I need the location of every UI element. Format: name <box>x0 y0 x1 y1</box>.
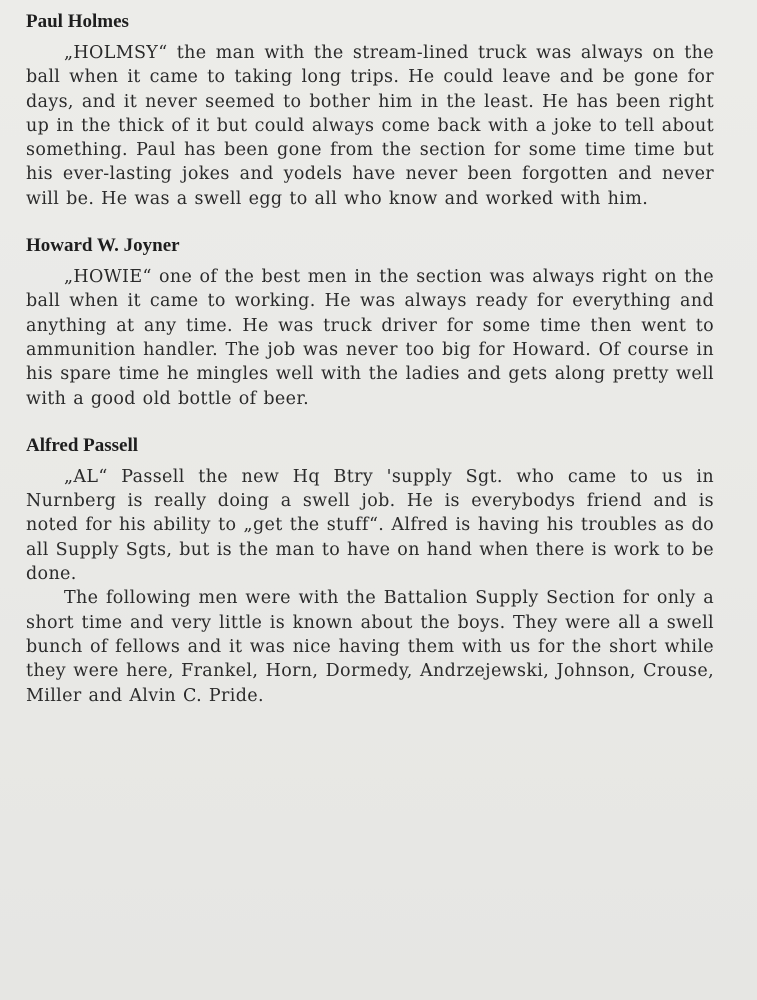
document-body <box>26 10 714 731</box>
paragraph: The following men were with the Battalion Supply Section for only a short time and very little is known about the boys. They were all a swell bunch of fellows and it was nice having them with us for the short while they were here, Frankel, Horn, Dormedy, Andrzejewski, Johnson, Crouse, Miller and Alvin C. Pride. <box>26 588 714 706</box>
paragraph: „HOWIE“ one of the best men in the section was always right on the ball when it came to working. He was always ready for everything and anything at any time. He was truck driver for some time then went to ammunition handler. The job was never too big for Howard. Of course in his spare time he mingles well with the ladies and gets along pretty well with a good old bottle of beer. <box>26 267 714 409</box>
section-title: Howard W. Joyner <box>26 235 180 257</box>
section-howard-joyner <box>26 234 714 411</box>
paragraph: „HOLMSY“ the man with the stream-lined truck was always on the ball when it came to taking long trips. He could leave and be gone for days, and it never seemed to bother him in the least. He has been right up in the thick of it but could always come back with a joke to tell about something. Paul has been gone from the section for some time time but his ever-lasting jokes and yodels have never been forgotten and never will be. He was a swell egg to all who know and worked with him. <box>26 43 714 209</box>
section-paul-holmes <box>26 10 714 211</box>
paragraph: „AL“ Passell the new Hq Btry 'supply Sgt. who came to us in Nurnberg is really doing a swell job. He is everybodys friend and is noted for his ability to „get the stuff“. Alfred is having his troubles as do all Supply Sgts, but is the man to have on hand when there is work to be done. <box>26 466 714 585</box>
section-title: Alfred Passell <box>26 434 139 456</box>
section-title: Paul Holmes <box>26 11 129 32</box>
section-alfred-passell <box>26 434 714 708</box>
